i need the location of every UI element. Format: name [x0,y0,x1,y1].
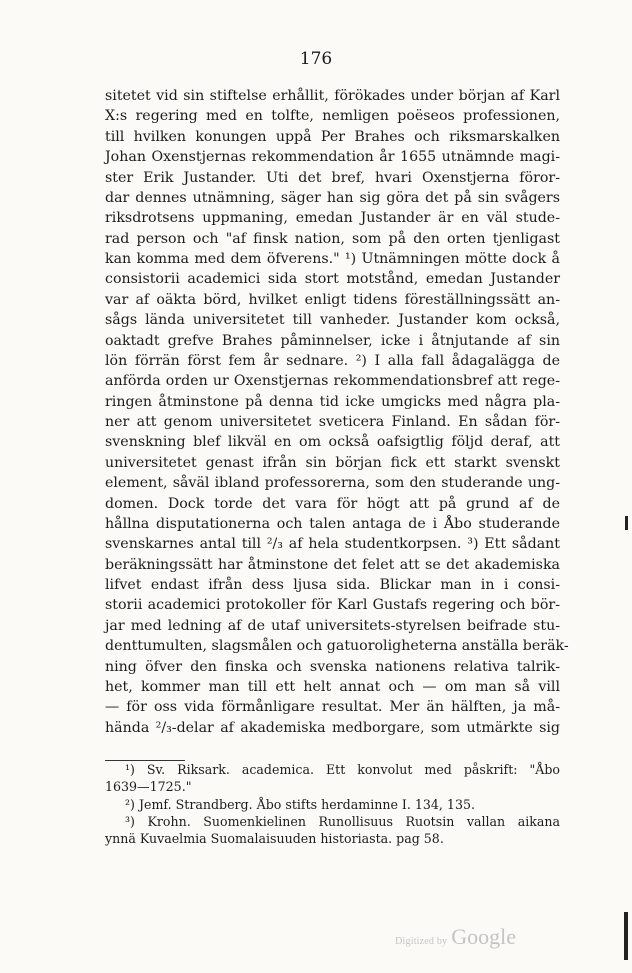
google-watermark [395,924,516,950]
text-line: ning öfver den finska och svenska nationens relativa talrik- [105,658,560,675]
text-line: X:s regering med en tolfte, nemligen poëseos professionen, [105,108,560,125]
text-line: — för oss vida förmånligare resultat. Mer än hälften, ja må- [105,699,560,716]
text-line: oaktadt grefve Brahes påminnelser, icke i åtnjutande af sin [105,332,560,349]
text-line: sitetet vid sin stiftelse erhållit, förökades under början af Karl [105,88,560,104]
body-text [105,86,569,738]
text-line: het, kommer man till ett helt annat och — om man så vill [105,678,560,695]
text-line: Johan Oxenstjernas rekommendation år 1655 utnämnde magi- [105,149,560,166]
text-line: storii academici protokoller för Karl Gustafs regering och bör- [105,597,560,614]
text-line: anförda orden ur Oxenstjernas rekommendationsbref att rege- [105,373,560,390]
text-line: till hvilken konungen uppå Per Brahes och riksmarskalken [105,128,560,145]
text-line: ner att genom universitetet sveticera Finland. En sådan för- [105,414,560,430]
text-line: dar dennes utnämning, säger han sig göra det på sin svågers [105,189,560,206]
text-line: svenskning blef likväl en om också oafsigtlig följd deraf, att [105,434,560,451]
text-line: jar med ledning af de utaf universitets-styrelsen beifrade stu- [105,617,560,634]
text-line: var af oäkta börd, hvilket enligt tidens föreställningssätt an- [105,291,560,308]
text-line: domen. Dock torde det vara för högt att på grund af de [105,495,560,512]
text-line: hända ²/₃-delar af akademiska medborgare, som utmärkte sig [105,719,560,736]
page-edge-mark [625,516,628,530]
footnote-line: ³) Krohn. Suomenkielinen Runollisuus Ruotsin vallan aikana [125,813,560,829]
text-line: consistorii academici sida stort motstånd, emedan Justander [105,271,560,288]
text-line: kan komma med dem öfverens." ¹) Utnämningen mötte dock å [105,251,560,267]
footnote-line: 1639—1725." [105,779,192,795]
text-line: lifvet endast ifrån dess ljusa sida. Blickar man in i consi- [105,577,560,593]
text-line: element, såväl ibland professorerna, som den studerande ung- [105,475,560,492]
page-number: 176 [299,49,333,69]
text-line: ster Erik Justander. Uti det bref, hvari Oxenstjerna föror- [105,169,560,186]
text-line: sågs lända universitetet till vanheder. Justander kom också, [105,312,560,329]
footnotes [105,761,560,847]
footnote-line: ¹) Sv. Riksark. academica. Ett konvolut med påskrift: "Åbo [125,762,560,777]
text-line: svenskarnes antal till ²/₃ af hela studentkorpsen. ³) Ett sådant [105,536,560,553]
google-logo: Google [451,924,516,949]
text-line: universitetet genast ifrån sin början fick ett starkt svenskt [105,454,560,471]
footnote-line: ynnä Kuvaelmia Suomalaisuuden historiasta. pag 58. [105,831,444,847]
text-line: rad person och "af finsk nation, som på den orten tjenligast [105,230,560,247]
text-line: lön förrän först fem år sednare. ²) I alla fall ådagalägga de [105,352,560,369]
footnote-line: ²) Jemf. Strandberg. Åbo stifts herdaminne I. 134, 135. [125,796,475,812]
watermark-prefix: Digitized by [395,936,448,947]
text-line: riksdrotsens uppmaning, emedan Justander är en väl stude- [105,210,560,227]
text-line: ringen åtminstone på denna tid icke umgicks med några pla- [105,393,560,410]
page-edge-mark [624,912,628,960]
text-line: hållna disputationerna och talen antaga de i Åbo studerande [105,515,560,532]
text-line: beräkningssätt har åtminstone det felet att se det akademiska [105,556,560,573]
text-line: denttumulten, slagsmålen och gatuoroligheterna anställa beräk- [105,638,569,655]
